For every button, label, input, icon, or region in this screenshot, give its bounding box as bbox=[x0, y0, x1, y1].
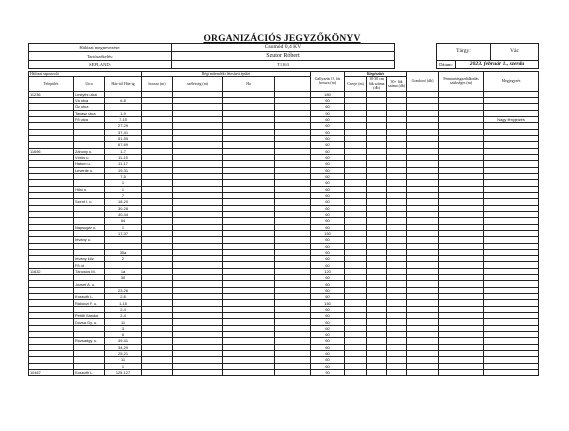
house-range-cell: 2-4 bbox=[105, 313, 142, 319]
pruning-length-cell: 60 bbox=[311, 186, 345, 192]
table-row bbox=[29, 370, 539, 376]
pruning-length-cell: 60 bbox=[311, 142, 345, 148]
document-title: ORGANIZÁCIÓS JEGYZŐKÖNYV bbox=[203, 34, 361, 44]
street-cell: Tavasz utca bbox=[74, 110, 105, 116]
pruning-length-cell: 180 bbox=[311, 91, 345, 97]
settlement-code-cell: 11236 bbox=[29, 91, 74, 97]
pruning-length-cell: 60 bbox=[311, 237, 345, 243]
house-range-cell: 1 bbox=[105, 224, 142, 230]
house-range-cell: 17-37 bbox=[105, 230, 142, 236]
network-name-value: Csomód 0,4 KV bbox=[172, 44, 395, 52]
house-range-cell: 11-15 bbox=[105, 154, 142, 160]
house-range-cell: 51-55 bbox=[105, 135, 142, 141]
settlement-code-cell: 11696 bbox=[29, 148, 74, 154]
house-range-cell: 18-20 bbox=[105, 199, 142, 205]
house-range-cell: 1-15 bbox=[105, 300, 142, 306]
pruning-length-cell: 60 bbox=[311, 281, 345, 287]
pruning-length-cell: 60 bbox=[311, 224, 345, 230]
house-range-cell: 7 bbox=[105, 192, 142, 198]
col-house-range: Ház-tól Ház-ig bbox=[105, 77, 142, 91]
street-cell: Fő út bbox=[74, 262, 105, 268]
col-ha: Ha bbox=[223, 77, 275, 91]
responsible-value: Szutor Róbert bbox=[172, 52, 395, 60]
pruning-length-cell: 60 bbox=[311, 154, 345, 160]
pruning-length-cell: 60 bbox=[311, 357, 345, 363]
pruning-length-cell: 60 bbox=[311, 218, 345, 224]
street-cell: Szent I. u. bbox=[74, 199, 105, 205]
pruning-length-cell: 60 bbox=[311, 319, 345, 325]
pruning-length-cell: 60 bbox=[311, 256, 345, 262]
house-range-cell: 1-7 bbox=[105, 148, 142, 154]
street-cell: Lestyés utca bbox=[74, 91, 105, 97]
pruning-length-cell: 60 bbox=[311, 123, 345, 129]
col-pruning: Gallyazás O. fás hossza (m) bbox=[311, 72, 345, 92]
street-cell: Hatom u. bbox=[74, 161, 105, 167]
house-range-cell: 34-29 bbox=[105, 344, 142, 350]
col-street: Utca bbox=[74, 77, 105, 91]
pruning-length-cell: 60 bbox=[311, 306, 345, 312]
house-range-cell: 7-5 bbox=[105, 173, 142, 179]
pruning-length-cell: 60 bbox=[311, 294, 345, 300]
empty-cell bbox=[367, 370, 387, 376]
col-group-supplement: Kiegészítés bbox=[345, 72, 407, 77]
date-value: 2023. február 1., szerda bbox=[456, 60, 539, 68]
house-range-cell: 1 bbox=[105, 186, 142, 192]
pruning-length-cell: 60 bbox=[311, 351, 345, 357]
house-range-cell: 54 bbox=[105, 218, 142, 224]
house-range-cell: 37-41 bbox=[105, 129, 142, 135]
street-cell: Rákóczi F. u. bbox=[74, 300, 105, 306]
house-range-cell: 25-21 bbox=[105, 351, 142, 357]
street-cell: Hősi u. bbox=[74, 186, 105, 192]
pruning-length-cell: 60 bbox=[311, 363, 345, 369]
house-range-cell: 6 bbox=[105, 332, 142, 338]
col-trees-10-30: 10-30 cm fák száma (db) bbox=[367, 77, 387, 91]
street-cell: Napsugár u. bbox=[74, 224, 105, 230]
pruning-length-cell: 60 bbox=[311, 161, 345, 167]
house-range-cell: 27-29 bbox=[105, 123, 142, 129]
pruning-length-cell: 90 bbox=[311, 370, 345, 376]
street-cell: Óz utca bbox=[74, 104, 105, 110]
col-group-repair: Régi műemléki létesített épület bbox=[142, 72, 311, 77]
network-name-label: Hálózat megnevezése: bbox=[29, 44, 172, 52]
house-range-cell: 1 bbox=[105, 363, 142, 369]
remarks-cell bbox=[484, 370, 539, 376]
network-sponsor-label: Hálózat szponzoló bbox=[29, 72, 142, 77]
pruning-length-cell: 60 bbox=[311, 135, 345, 141]
col-length: hossza (m) bbox=[142, 77, 173, 91]
house-range-cell: 7-15 bbox=[105, 116, 142, 122]
house-range-cell: 2-6 bbox=[105, 294, 142, 300]
house-range-cell: 30-28 bbox=[105, 205, 142, 211]
subject-label: Tárgy: bbox=[437, 44, 491, 61]
house-range-cell: 40-44 bbox=[105, 211, 142, 217]
street-cell: Kossuth L. bbox=[74, 294, 105, 300]
house-range-cell: 23-26 bbox=[105, 287, 142, 293]
empty-cell bbox=[407, 370, 439, 376]
house-range-cell: 1a bbox=[105, 268, 142, 274]
house-range-cell: 49-41 bbox=[105, 338, 142, 344]
pruning-length-cell: 60 bbox=[311, 249, 345, 255]
house-range-cell: 35a bbox=[105, 249, 142, 255]
sepland-value: T1163 bbox=[172, 60, 395, 68]
pruning-length-cell: 60 bbox=[311, 205, 345, 211]
pruning-length-cell: 60 bbox=[311, 180, 345, 186]
street-cell: Kossuth L. bbox=[74, 370, 105, 376]
pruning-length-cell: 60 bbox=[311, 167, 345, 173]
street-cell: Vörös u. bbox=[74, 154, 105, 160]
house-range-cell: 125-127 bbox=[105, 370, 142, 376]
house-range-cell: 11-17 bbox=[105, 161, 142, 167]
col-maintenance: Fenntartásgazdálkodás szükséges (m) bbox=[439, 72, 484, 92]
col-width: szélesség (m) bbox=[173, 77, 223, 91]
pruning-length-cell: 60 bbox=[311, 287, 345, 293]
street-cell: Irtvány u. bbox=[74, 237, 105, 243]
pruning-length-cell: 60 bbox=[311, 116, 345, 122]
house-range-cell: 2-4 bbox=[105, 306, 142, 312]
pruning-length-cell: 150 bbox=[311, 230, 345, 236]
house-range-cell: 6-8 bbox=[105, 97, 142, 103]
empty-cell bbox=[142, 370, 173, 376]
empty-cell bbox=[173, 370, 223, 376]
house-range-cell: 3 bbox=[105, 325, 142, 331]
pruning-length-cell: 60 bbox=[311, 97, 345, 103]
col-caretaker: Gondozó (db) bbox=[407, 72, 439, 92]
pruning-length-cell: 60 bbox=[311, 192, 345, 198]
empty-cell bbox=[345, 370, 367, 376]
pruning-length-cell: 60 bbox=[311, 313, 345, 319]
pruning-length-cell: 60 bbox=[311, 129, 345, 135]
house-range-cell: 11 bbox=[105, 319, 142, 325]
house-range-cell: 30 bbox=[105, 275, 142, 281]
street-cell: Záhony u. bbox=[74, 148, 105, 154]
subject-value: Vác bbox=[491, 44, 539, 61]
empty-cell bbox=[275, 370, 311, 376]
col-remarks: Megjegyzés bbox=[484, 72, 539, 92]
street-cell: Irtvány köz bbox=[74, 256, 105, 262]
pruning-length-cell: 60 bbox=[311, 262, 345, 268]
pruning-length-cell: 60 bbox=[311, 243, 345, 249]
street-cell: Petőfi Sándor bbox=[74, 313, 105, 319]
pruning-length-cell: 60 bbox=[311, 199, 345, 205]
document-header-table bbox=[28, 43, 539, 69]
pruning-length-cell: 60 bbox=[311, 148, 345, 154]
street-cell: József A. u. bbox=[74, 281, 105, 287]
pruning-length-cell: 60 bbox=[311, 211, 345, 217]
street-cell: Dózsa Gy. u. bbox=[74, 319, 105, 325]
house-range-cell: 19-31 bbox=[105, 167, 142, 173]
street-cell: Fő utca bbox=[74, 116, 105, 122]
pruning-length-cell: 60 bbox=[311, 338, 345, 344]
pruning-length-cell: 60 bbox=[311, 275, 345, 281]
street-cell: Levente u. bbox=[74, 167, 105, 173]
pruning-length-cell: 60 bbox=[311, 173, 345, 179]
col-trees-30: 30+ fák száma (db) bbox=[387, 77, 407, 91]
house-range-cell: 2 bbox=[105, 256, 142, 262]
pruning-length-cell: 60 bbox=[311, 104, 345, 110]
house-range-cell: 1-9 bbox=[105, 110, 142, 116]
col-shrub: Cserje (m) bbox=[345, 77, 367, 91]
pruning-length-cell: 150 bbox=[311, 300, 345, 306]
empty-cell bbox=[439, 370, 484, 376]
house-range-cell: 1 bbox=[105, 180, 142, 186]
pruning-length-cell: 120 bbox=[311, 268, 345, 274]
pruning-length-cell: 90 bbox=[311, 110, 345, 116]
responsible-label: Tartószékelés: bbox=[29, 52, 172, 60]
date-label: Dátum: bbox=[437, 60, 456, 68]
remarks-cell: Nagy fényjelzés bbox=[484, 116, 539, 122]
pruning-length-cell: 60 bbox=[311, 325, 345, 331]
records-table bbox=[28, 71, 539, 376]
pruning-length-cell: 60 bbox=[311, 344, 345, 350]
col-settlement: Település bbox=[29, 77, 74, 91]
settlement-code-cell: 11632 bbox=[29, 268, 74, 274]
empty-cell bbox=[387, 370, 407, 376]
street-cell: Vá utca bbox=[74, 97, 105, 103]
house-range-cell: 11 bbox=[105, 357, 142, 363]
pruning-length-cell: 60 bbox=[311, 332, 345, 338]
street-cell: Táncsics M. bbox=[74, 268, 105, 274]
empty-cell bbox=[223, 370, 275, 376]
sepland-label: SEPLAND: bbox=[29, 60, 172, 68]
settlement-code-cell: 10467 bbox=[29, 370, 74, 376]
street-cell: Rózsadgy. u. bbox=[74, 338, 105, 344]
house-range-cell: 67-69 bbox=[105, 142, 142, 148]
